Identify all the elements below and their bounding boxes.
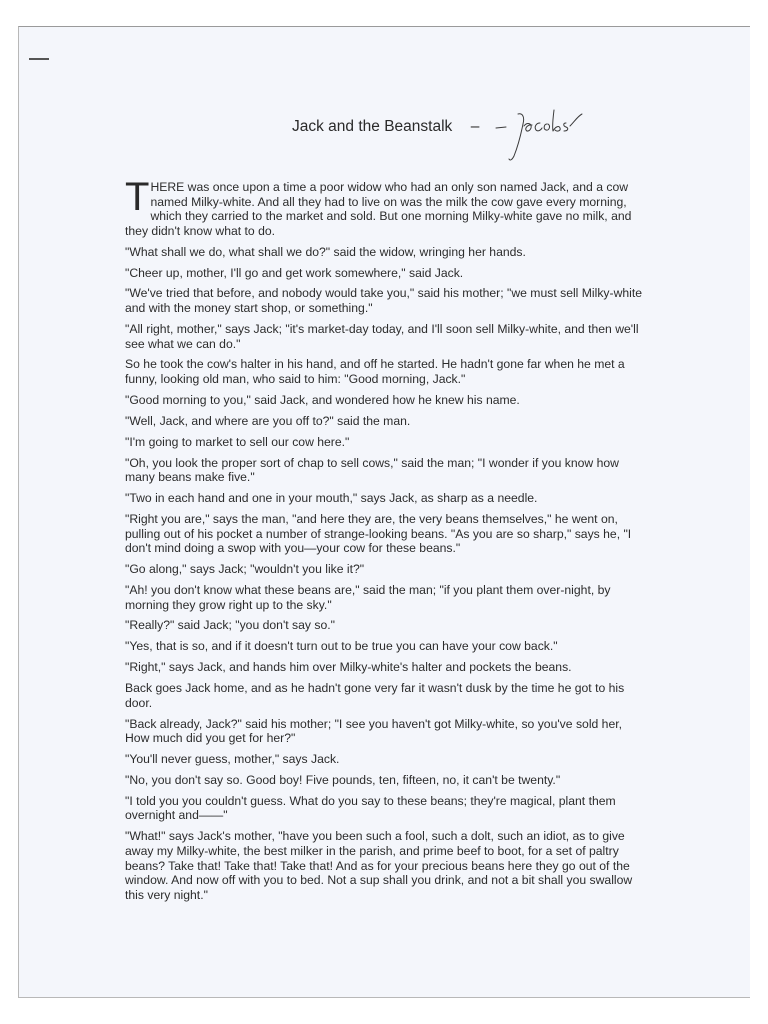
title-row xyxy=(292,118,479,140)
paragraph: "I'm going to market to sell our cow here." xyxy=(125,434,350,449)
paragraph: "You'll never guess, mother," says Jack. xyxy=(125,752,340,767)
opening-paragraph-text: HERE was once upon a time a poor widow who had an only son named Jack, and a cow named Milky-white. And all they had to live on was the milk the cow gave every morning, which they carried to the market and sold. But one morning Milky-white gave no milk, and they didn't know what to do. xyxy=(125,180,632,238)
opening-paragraph xyxy=(125,164,647,238)
paragraph: "What!" says Jack's mother, "have you been such a fool, such a dolt, such an idiot, as to give away my Milky-white, the best milker in the parish, and prime beef to boot, for a set of paltry beans? Take that! Take that! Take that! And as for your precious beans here they go out of the window. And now off with you to bed. Not a sup shall you drink, and not a bit shall you swallow this very night." xyxy=(125,829,633,902)
paragraph: "Go along," says Jack; "wouldn't you like it?" xyxy=(125,562,365,577)
margin-pen-mark xyxy=(29,58,49,60)
paragraph: "Good morning to you," said Jack, and wondered how he knew his name. xyxy=(125,392,520,407)
paragraph: "All right, mother," says Jack; "it's market-day today, and I'll soon sell Milky-white, and then we'll see what we can do." xyxy=(125,321,639,351)
paragraph: "Well, Jack, and where are you off to?" said the man. xyxy=(125,413,411,428)
story-body xyxy=(125,164,647,909)
title-dash: – xyxy=(470,118,480,135)
paragraph: "Right you are," says the man, "and here they are, the very beans themselves," he went on, pulling out of his pocket a number of strange-looking beans. "As you are so sharp," says he, "I don't mind doing a swop with you—your cow for these beans." xyxy=(125,511,632,556)
paragraph: Back goes Jack home, and as he hadn't gone very far it wasn't dusk by the time he got to his door. xyxy=(125,681,625,710)
handwritten-signature-jacobs xyxy=(492,104,602,166)
paragraph: "Two in each hand and one in your mouth," says Jack, as sharp as a needle. xyxy=(125,491,538,506)
paragraph: "Cheer up, mother, I'll go and get work somewhere," said Jack. xyxy=(125,265,464,280)
paragraph: "Yes, that is so, and if it doesn't turn out to be true you can have your cow back." xyxy=(125,639,558,654)
paragraph: "I told you you couldn't guess. What do you say to these beans; they're magical, plant them overnight and——" xyxy=(125,793,616,823)
page-title: Jack and the Beanstalk xyxy=(292,118,453,135)
paragraph: "We've tried that before, and nobody would take you," said his mother; "we must sell Milky-white and with the money start shop, or something." xyxy=(125,286,643,316)
paragraph: "Oh, you look the proper sort of chap to sell cows," said the man; "I wonder if you know how many beans make five." xyxy=(125,455,619,485)
paragraph: "Really?" said Jack; "you don't say so." xyxy=(125,618,335,633)
paragraph: "Back already, Jack?" said his mother; "I see you haven't got Milky-white, so you've sold her, How much did you get for her?" xyxy=(125,716,623,746)
paragraph: "Ah! you don't know what these beans are," said the man; "if you plant them over-night, by morning they grow right up to the sky." xyxy=(125,582,611,612)
paragraph: "Right," says Jack, and hands him over Milky-white's halter and pockets the beans. xyxy=(125,660,572,675)
paragraph: So he took the cow's halter in his hand, and off he started. He hadn't gone far when he met a funny, looking old man, who said to him: "Good morning, Jack." xyxy=(125,357,625,387)
paragraph: "No, you don't say so. Good boy! Five pounds, ten, fifteen, no, it can't be twenty." xyxy=(125,772,561,787)
drop-cap: T xyxy=(125,175,150,219)
paragraph: "What shall we do, what shall we do?" said the widow, wringing her hands. xyxy=(125,244,526,259)
